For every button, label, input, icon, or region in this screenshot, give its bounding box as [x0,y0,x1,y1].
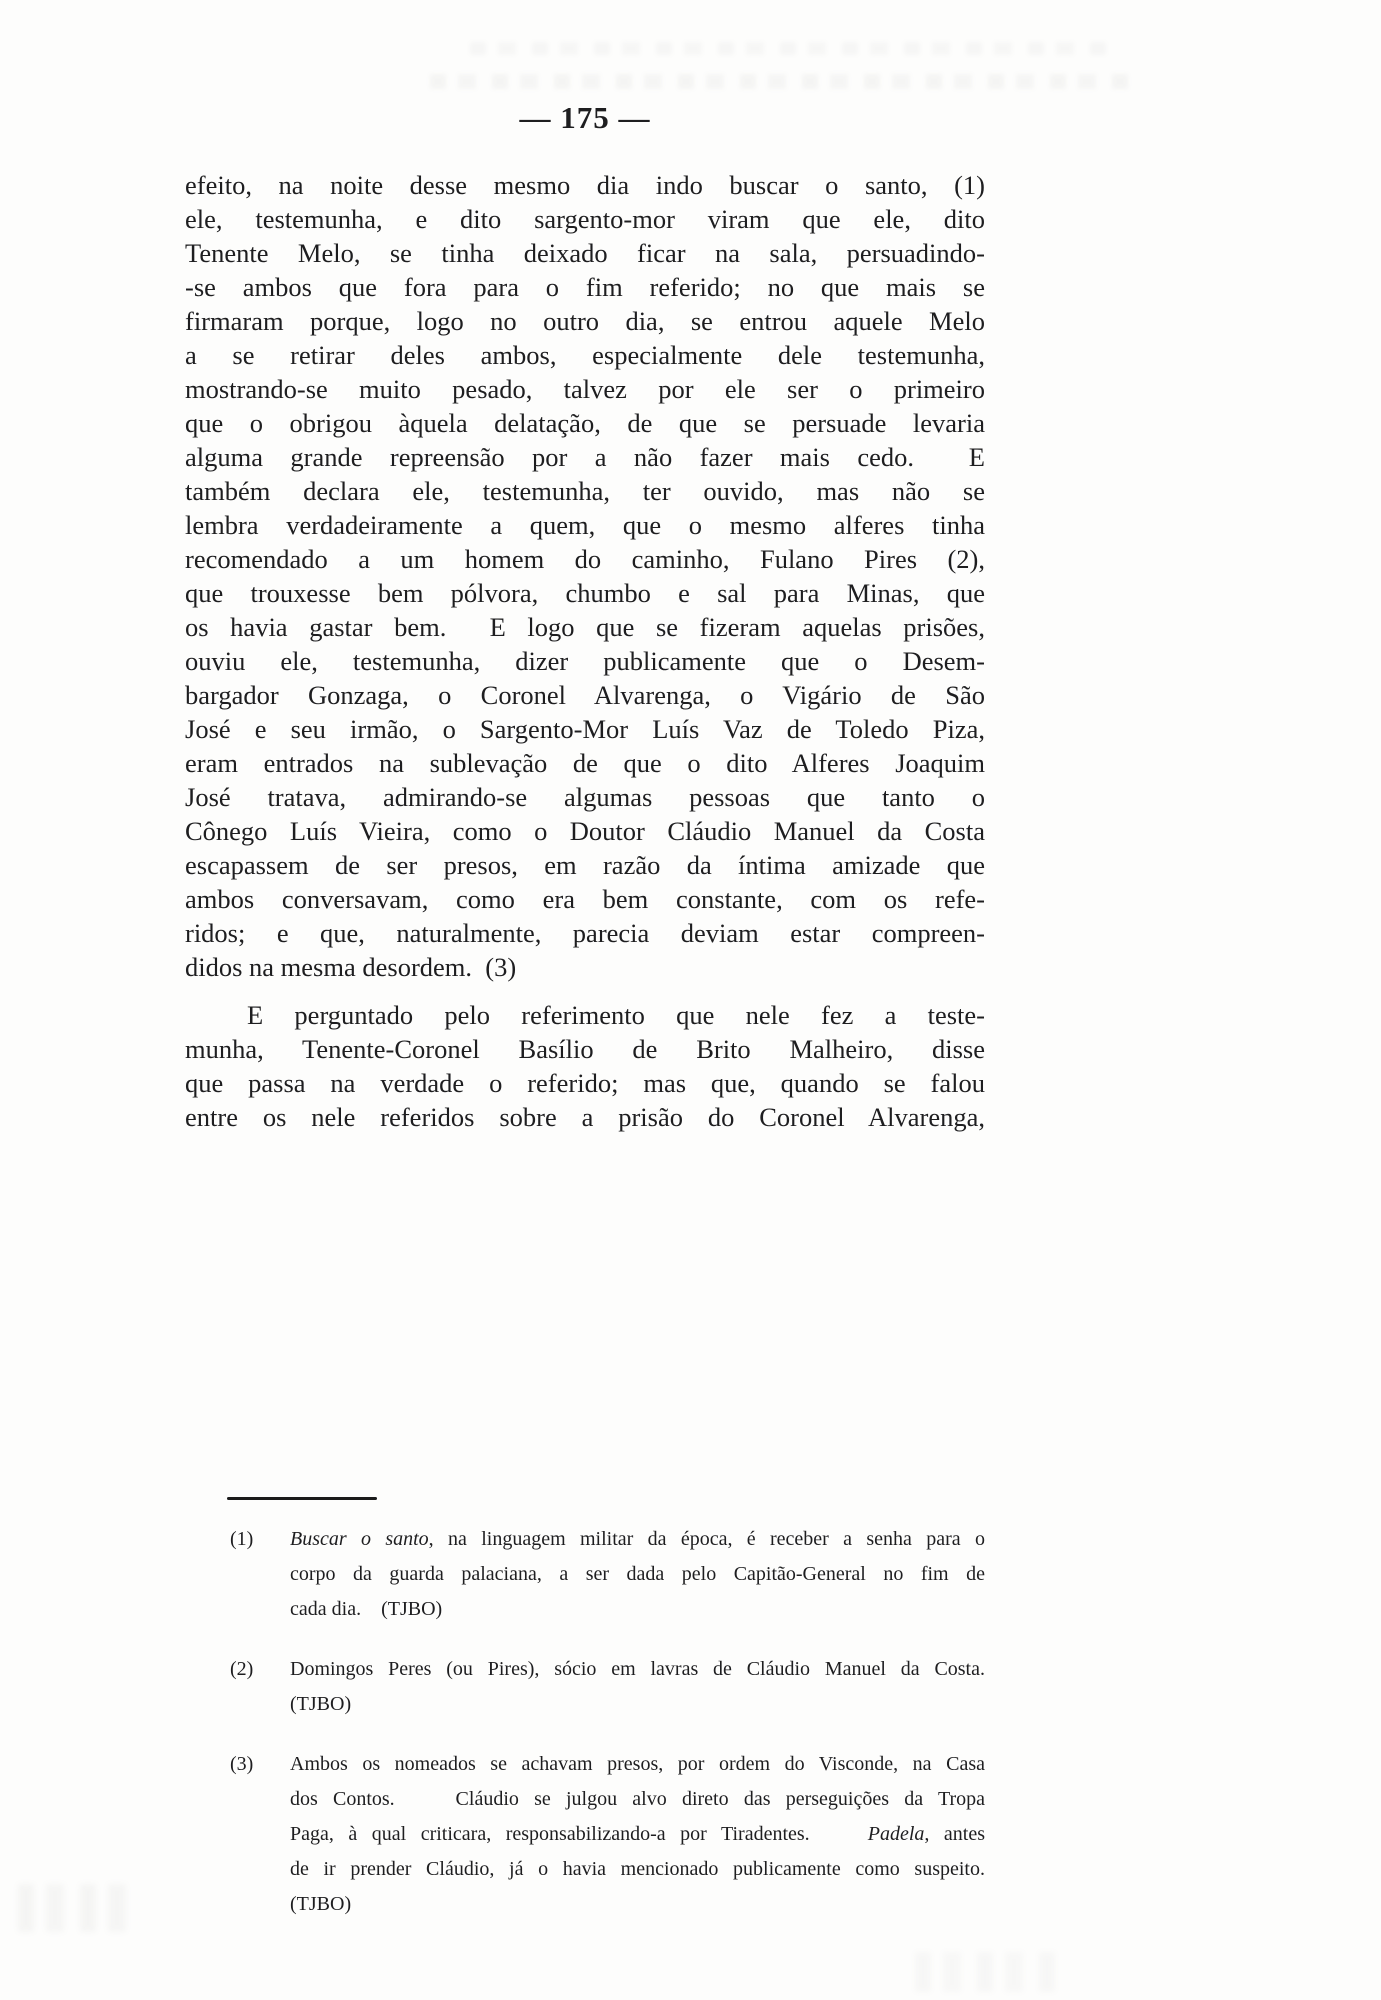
footnote-line: Domingos Peres (ou Pires), sócio em lavras de Cláudio Manuel da Costa. [290,1658,985,1680]
body-line: Cônego Luís Vieira, como o Doutor Cláudio Manuel da Costa [185,816,985,846]
body-line: eram entrados na sublevação de que o dito Alferes Joaquim [185,748,985,778]
bleedthrough-artifact [430,74,1130,89]
body-line: a se retirar deles ambos, especialmente dele testemunha, [185,340,985,370]
footnote-3-marker: (3) [230,1753,254,1775]
footnote-3-text [290,1747,985,1922]
footnote-1 [185,1522,985,1627]
body-line: que passa na verdade o referido; mas que, quando se falou [185,1068,985,1098]
footnote-italic-phrase: Padela [867,1823,925,1845]
footnote-line: cada dia. (TJBO) [290,1598,443,1620]
body-line: ridos; e que, naturalmente, parecia deviam estar compreen- [185,918,985,948]
body-line: que trouxesse bem pólvora, chumbo e sal para Minas, que [185,578,985,608]
footnote-2 [185,1652,985,1722]
body-line: alguma grande repreensão por a não fazer mais cedo. E [185,442,985,472]
body-line: entre os nele referidos sobre a prisão do Coronel Alvarenga, [185,1102,985,1132]
body-line: lembra verdadeiramente a quem, que o mesmo alferes tinha [185,510,985,540]
body-text [185,168,985,1134]
body-line: José e seu irmão, o Sargento-Mor Luís Vaz de Toledo Piza, [185,714,985,744]
bleedthrough-artifact [915,1952,1065,1992]
footnote-text-segment: Paga, à qual criticara, responsabilizando-a por Tiradentes. [290,1823,868,1845]
footnotes [185,1522,985,1947]
body-line: efeito, na noite desse mesmo dia indo buscar o santo, (1) [185,170,985,200]
body-line: José tratava, admirando-se algumas pessoas que tanto o [185,782,985,812]
footnote-1-text [290,1522,985,1627]
body-line: recomendado a um homem do caminho, Fulano Pires (2), [185,544,985,574]
footnote-1-marker: (1) [230,1528,254,1550]
body-line: -se ambos que fora para o fim referido; no que mais se [185,272,985,302]
body-line: que o obrigou àquela delatação, de que se persuade levaria [185,408,985,438]
footnote-line: (TJBO) [290,1893,352,1915]
footnote-line: Ambos os nomeados se achavam presos, por ordem do Visconde, na Casa [290,1753,985,1775]
footnote-italic-phrase: Buscar o santo [290,1528,429,1550]
footnote-line: de ir prender Cláudio, já o havia mencionado publicamente como suspeito. [290,1858,985,1880]
footnote-text-segment: , antes [924,1823,985,1845]
body-line: Tenente Melo, se tinha deixado ficar na sala, persuadindo- [185,238,985,268]
footnote-2-marker: (2) [230,1658,254,1680]
body-line: ouviu ele, testemunha, dizer publicamente que o Desem- [185,646,985,676]
footnote-text-segment: , na linguagem militar da época, é receber a senha para o [428,1528,985,1550]
body-line: mostrando-se muito pesado, talvez por ele ser o primeiro [185,374,985,404]
footnote-separator-rule [227,1497,377,1500]
footnote-2-text [290,1652,985,1722]
page-number: — 175 — [519,100,651,135]
bleedthrough-artifact [18,1884,138,1932]
footnote-line [290,1817,985,1852]
body-line: escapassem de ser presos, em razão da íntima amizade que [185,850,985,880]
body-line: ambos conversavam, como era bem constante, com os refe- [185,884,985,914]
body-line: E perguntado pelo referimento que nele fez a teste- [247,1000,985,1030]
body-line: firmaram porque, logo no outro dia, se entrou aquele Melo [185,306,985,336]
paragraph-2 [185,998,985,1134]
bleedthrough-artifact [470,42,1110,55]
body-line: os havia gastar bem. E logo que se fizeram aquelas prisões, [185,612,985,642]
footnote-line: dos Contos. Cláudio se julgou alvo direto das perseguições da Tropa [290,1788,985,1810]
body-line: bargador Gonzaga, o Coronel Alvarenga, o Vigário de São [185,680,985,710]
body-line: ele, testemunha, e dito sargento-mor viram que ele, dito [185,204,985,234]
paragraph-1 [185,168,985,984]
body-line: munha, Tenente-Coronel Basílio de Brito Malheiro, disse [185,1034,985,1064]
body-line: didos na mesma desordem. (3) [185,952,517,982]
footnote-3 [185,1747,985,1922]
footnote-line: (TJBO) [290,1693,352,1715]
footnote-line: corpo da guarda palaciana, a ser dada pelo Capitão-General no fim de [290,1563,985,1585]
footnote-line [290,1522,985,1557]
body-line: também declara ele, testemunha, ter ouvido, mas não se [185,476,985,506]
